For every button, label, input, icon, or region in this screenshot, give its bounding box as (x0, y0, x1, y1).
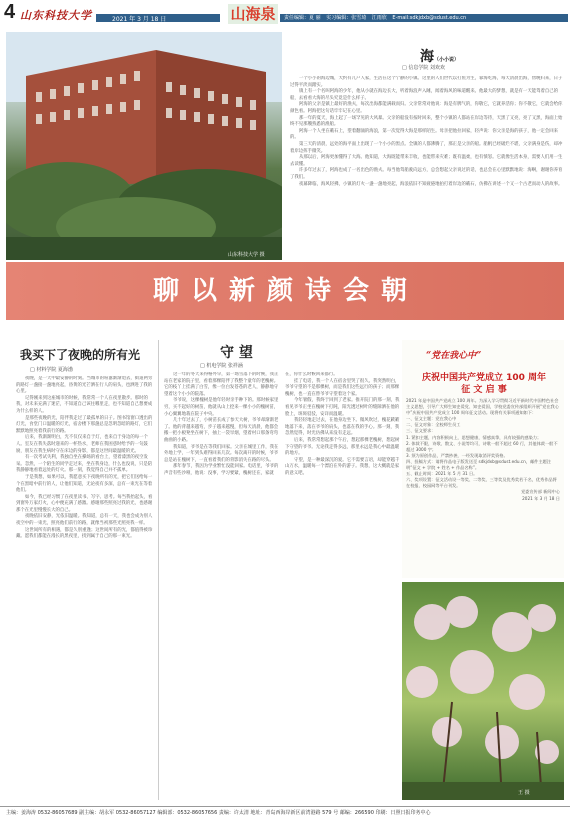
story-title-text: 海 (420, 49, 434, 65)
banner-title: 聊以新颜诗会朝 (152, 276, 419, 306)
campus-building-illustration (6, 32, 282, 260)
story-author: □ 信息学院 刘欢欢 (402, 65, 445, 71)
paragraph: 爷爷说，这棵槐树是他年轻时亲手种下的。那时候家里穷，买不起好的树苗，他就从山上挖来一棵小小的槐树苗，小心翼翼地栽在院子中央。 (164, 398, 279, 417)
paragraph: 记得刚来到这座城市的时候，我常常一个人在夜里散步。那时的我，对未来充满了迷茫，不知道自己该往哪里走，也不知道自己想要成为什么样的人。 (16, 395, 153, 414)
paragraph: 挂了电话，我一个人在宿舍里哭了很久。我突然明白，爷爷守望的不是那棵树，而是我们这些远行的孩子；而那棵槐树，也一直在替爷爷守望着这个家。 (285, 378, 400, 397)
article-title: 我买下了夜晚的所有光 (20, 348, 141, 362)
story-title-note: （小小说） (434, 57, 460, 63)
notice-signature: 党委宣传部 新闻中心 (520, 489, 560, 495)
page-number: 4 (4, 1, 16, 23)
paragraph: 阿海一个人坐在礁石上，望着翻涌的海浪，第一次觉得大海是那样陌生。母亲把他拉回家，轻声说：你父亲是海的孩子，他一定会回来的。 (290, 128, 559, 141)
footer-info: 主编：姜海涛 0532-86057689 副主编：胡永军 0532-86057127 编辑部：0532-86057656 责编：许太清 地址：青岛西海岸新区前湾港路 579 号 邮编：266590 印刷：日照日报印务中心 (6, 810, 431, 816)
article-title: 守 望 (220, 345, 253, 361)
paragraph: 三、征文要求： (406, 428, 436, 434)
paragraph: 从那以后，阿海更加懂得了大海。他知道，大海既能带来丰收，也能带来灾难；既有温柔，也有愤怒。它就像生活本身，需要人们用一生去读懂。 (290, 155, 563, 167)
photo-caption: 王 摄 (518, 790, 530, 796)
info-item: 实习编辑：张雪琦 (326, 15, 367, 21)
paragraph: 2021 年是中国共产党成立 100 周年。为深入学习贯彻习近平新时代中国特色社会主义思想，引导广大师生知史爱党、知史爱国，学校党委宣传部组织开展“党在我心中”庆祝中国共产党成立 100 周年征文活动。现将有关事项通知如下： (406, 398, 559, 416)
paragraph: 那一年的夏天，海上起了一场罕见的大风暴。父亲的船没有按时回来，整个小镇的人都站在岸边等待，天黑了又亮，亮了又黑，海面上始终不见那艘熟悉的渔船。 (290, 115, 563, 128)
info-item: E-mail:sdkjdxb@sdust.edu.cn (392, 15, 467, 21)
info-item: 江雨欣 (371, 15, 387, 21)
paragraph: 一个小小的海边城，大约有几户人家，生活在这个宁静的小镇。这里的人们世代以打鱼为生，靠海吃海，每天清晨出海，傍晚归来，日子过得平淡而踏实。 (290, 76, 563, 88)
paragraph: 我知道，爷爷是在等我们回家。父亲在城里工作，我在外地上学，一年到头难得回来几次。每次离开的时候，爷爷总是站在槐树下，一直看着我们的背影消失在路的尽头。 (164, 444, 279, 463)
paragraph: 镇上有一个名叫阿海的少年，他从小就在海边长大，听着海浪声入睡，闻着海风的味道醒来。他最大的梦想，就是有一天能驾着自己的船，去看看大海的尽头究竟是什么样子。 (290, 89, 559, 101)
notice-subtitle: 征 文 启 事 (461, 385, 507, 395)
paragraph: 几十年过去了，小树苗长成了参天大树，爷爷却渐渐老了。他的背越来越弯，步子越来越慢，但每天清晨，他都会搬一把小板凳坐在树下，抽上一袋旱烟，望着村口那条弯弯曲曲的小路。 (164, 418, 279, 443)
paragraph: 有一次考试失利，我独自坐在操场的看台上，望着漆黑的夜空发呆。忽然，一个陌生的同学走过来，坐在我身边，什么也没说，只是陪我静静地看着远处的灯火。那一刻，我觉得自己并不孤单。 (16, 455, 153, 474)
editor-info-bar (280, 14, 568, 22)
blossom-illustration (402, 582, 564, 800)
notice-body (406, 398, 560, 576)
article-body (164, 372, 400, 800)
paragraph: 后来，我渐渐明白，光不仅仅来自于灯，也来自于身边的每一个人。室友在我失落时递来的一杯热水，老师在我困惑时给予的一句鼓励，朋友在我生病时守在床边的身影，都是这世间最温暖的光。 (16, 435, 148, 454)
notice-logo: “党在我心中” (426, 351, 482, 361)
paragraph: 阿海的父亲是镇上最好的渔夫，每次出海都能满载而归。父亲常常对他说：海是有脾气的，你敬它，它就养活你；你不敬它，它就会给你颜色看。阿海把这句话牢牢记在心里。 (290, 102, 563, 114)
issue-date: 2021 年 3 月 18 日 (112, 16, 167, 23)
paragraph: 夜幕降临，海风轻拂，小镇的灯火一盏一盏地亮起，海浪依旧不知疲倦地拍打着岸边的礁石，仿佛在讲述一个又一个古老而动人的故事。 (299, 181, 563, 187)
paragraph: 二、征文对象：全校师生员工 (406, 422, 461, 428)
paragraph: 这世间所有的相遇，都是久别重逢；这世间所有的光，都值得被珍藏。愿我们都能在漫长的黑夜里，找到属于自己的那一束光。 (16, 527, 153, 540)
campus-building-photo (6, 32, 282, 260)
column-title: 山海泉 (228, 4, 278, 24)
paragraph: 第三天的清晨，远处的海平面上出现了一个小小的黑点。全镇的人都沸腾了，那正是父亲的船。船帆已经破烂不堪，父亲满身是伤，却冲着岸边挥手微笑。 (290, 141, 563, 154)
paragraph: 3. 须为原创作品，严禁抄袭，一经发现取消评奖资格。 (406, 452, 508, 458)
story-title (420, 46, 459, 66)
article-author: □ 材料学院 夏海渤 (30, 367, 73, 373)
paragraph: 许多年过去了，阿海也成了一名出色的渔夫。每当他驾船驶向远方，总会想起父亲说过的话，也总会在心里默默地说：海啊，谢谢你养育了我们。 (290, 168, 563, 180)
paragraph: 今年暑假，我终于回到了老家。推开院门的那一刻，我看见爷爷正坐在槐树下打盹，阳光透过树叶的缝隙洒在他的脸上，斑斑驳驳，安详而温暖。 (285, 398, 400, 417)
paragraph: 一、征文主题：党在我心中 (406, 416, 457, 422)
paragraph: 如今，我已经习惯了在夜里读书、写字、思考。每当我抬起头，看到窗外万家灯火，心中便充满了感激。感谢那些照亮过我的光，也感谢那个在光里慢慢长大的自己。 (16, 494, 153, 513)
article-body (16, 376, 154, 800)
column-divider (158, 340, 159, 800)
paragraph: 是那些夜晚的光，陪伴我走过了最孤单的日子。图书馆窗口透出的灯光，食堂门口温暖的灯光，宿舍楼下那盏总是忽明忽暗的路灯，它们默默地照亮着我前行的路。 (16, 415, 153, 434)
paragraph: 于是我想，如果可以，我愿意买下夜晚所有的光，把它们送给每一个在黑暗中前行的人，让他们知道，无论夜有多深，总有一束光在等着他们。 (16, 474, 153, 494)
paragraph: 那年春节，我因为学业繁忙没能回家。电话里，爷爷的声音有些沙哑，他说：没事，学习要紧，槐树还在，家就在，你什么时候回来都行。 (164, 372, 338, 476)
newspaper-brand: 山东科技大学 (20, 9, 92, 22)
notice-title: 庆祝中国共产党成立 100 周年 (421, 373, 547, 383)
photo-caption: 山东科技大学 摄 (228, 252, 265, 258)
paragraph: 五、截止时间：2021 年 5 月 31 日。 (406, 471, 478, 477)
spring-blossom-photo (402, 582, 564, 800)
paragraph: 守望，是一种最深沉的爱。它不需要言语，却能穿越千山万水，温暖每一个漂泊在外的游子。我想，这大概就是家的意义吧。 (285, 457, 400, 476)
article-author: □ 机电学院 张祥涵 (200, 363, 243, 369)
paragraph: 后来，我常常想起那个午后，想起那棵老槐树，想起树下守望的爷爷。无论我走得多远，那里永远是我心中最温暖的地方。 (285, 437, 400, 457)
paragraph: 夜晚依旧安静，光依旧温暖。我知道，总有一天，我也会成为别人夜空中的一束光，照亮他们前行的路，就像当初那些光照亮我一样。 (16, 514, 153, 527)
info-item: 责任编辑：夏 丽 (284, 15, 321, 21)
paragraph: 2. 体裁不限，诗歌、散文、小说等均可，诗歌一般不超过 60 行，其他体裁一般不超过 3000 字； (406, 440, 558, 452)
paragraph: 我轻轻地走过去，在他身边坐下。微风吹过，槐花簌簌地落下来，落在爷爷的肩头，也落在我的手心。那一刻，我忽然觉得，时光仿佛从来没有走远。 (285, 418, 400, 437)
paragraph: 夜晚，是一天中最安静的时刻。当城市的喧嚣渐渐退去，街道两旁的路灯一盏接一盏地亮起，昏黄的光芒洒在行人的肩头，也洒进了我的心里。 (16, 376, 153, 395)
paragraph: 这一年的冬天来得格外早，第一场雪落下的时候，我正站在老家的院子里，看着那棵陪伴了我整个童年的老槐树。它的枝丫上挂满了白雪，像一位白发苍苍的老人，静静地守望着这个小小的院落。 (164, 372, 279, 397)
paragraph: 六、奖项设置：征文活动设一等奖、二等奖、三等奖及优秀奖若干名，优秀作品将在校报、校园网等平台刊发。 (406, 477, 557, 489)
paragraph: 四、投稿方式：请将作品电子版发送至 sdkjdxb@sdust.edu.cn，邮件主题注明“征文 + 学院 + 姓名 + 作品名称”。 (406, 458, 551, 471)
paragraph: 1. 紧扣主题，内容积极向上，思想健康，情感真挚，具有较强的感染力； (406, 434, 542, 440)
notice-date: 2021 年 3 月 18 日 (522, 495, 560, 501)
